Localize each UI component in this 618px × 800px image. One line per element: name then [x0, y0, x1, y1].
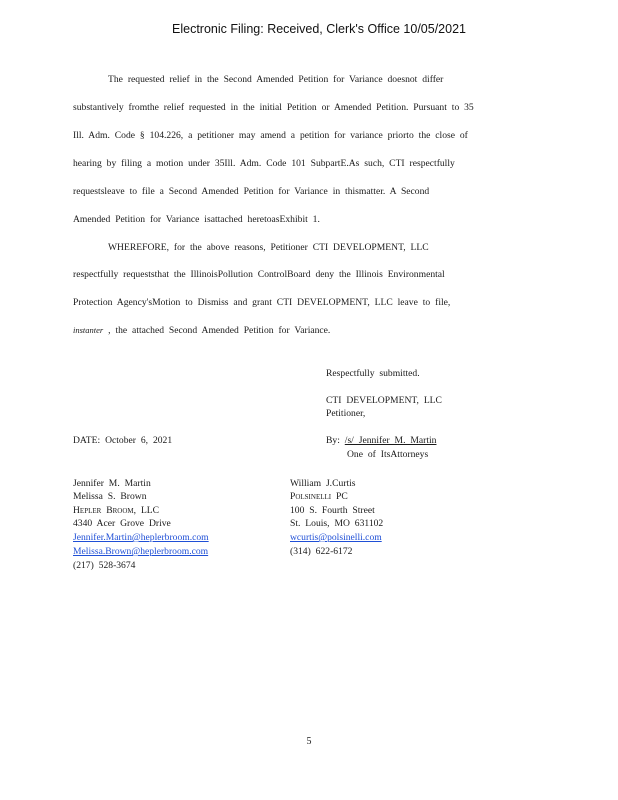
body-line: The requested relief in the Second Amended Petition for Variance doesnot differ	[108, 74, 444, 85]
counsel-name: Melissa S. Brown	[73, 491, 147, 502]
counsel-name: Jennifer M. Martin	[73, 478, 151, 489]
firm-name-part: Broom	[106, 505, 134, 516]
firm-city: St. Louis, MO 631102	[290, 518, 384, 529]
filing-header-text: Electronic Filing: Received, Clerk's Office 10/05/2021	[172, 22, 466, 36]
closing-text: Respectfully submitted.	[326, 368, 420, 379]
body-line: Protection Agency'sMotion to Dismiss and grant CTI DEVELOPMENT, LLC leave to file,	[73, 297, 451, 308]
body-line: hearing by filing a motion under 35Ill. Adm. Code 101 SubpartE.As such, CTI respectfully	[73, 158, 455, 169]
party-role: Petitioner,	[326, 408, 366, 419]
party-name: CTI DEVELOPMENT, LLC	[326, 395, 442, 406]
phone-number: (217) 528-3674	[73, 560, 136, 571]
signer-name: /s/ Jennifer M. Martin	[344, 435, 437, 446]
body-line: Ill. Adm. Code § 104.226, a petitioner may amend a petition for variance priorto the close of	[73, 130, 468, 141]
firm-name-part: Hepler	[73, 505, 102, 516]
body-line: Amended Petition for Variance isattached heretoasExhibit 1.	[73, 214, 320, 225]
firm-name	[73, 505, 159, 516]
counsel-name: William J.Curtis	[290, 478, 356, 489]
body-line: substantively fromthe relief requested in the initial Petition or Amended Petition. Pursuant to 35	[73, 102, 474, 113]
page-number: 5	[306, 736, 312, 747]
firm-name-part: PC	[336, 491, 348, 502]
body-line: respectfully requeststhat the IllinoisPollution ControlBoard deny the Illinois Environmental	[73, 269, 445, 280]
filing-date: DATE: October 6, 2021	[73, 435, 173, 446]
firm-name-part: Polsinelli	[290, 491, 332, 502]
firm-address: 4340 Acer Grove Drive	[73, 518, 171, 529]
body-line: WHEREFORE, for the above reasons, Petitioner CTI DEVELOPMENT, LLC	[108, 242, 429, 253]
body-line-rest: , the attached Second Amended Petition for Variance.	[108, 325, 331, 336]
email-link[interactable]: Melissa.Brown@heplerbroom.com	[73, 546, 209, 557]
signature-line	[326, 435, 450, 446]
email-link[interactable]: wcurtis@polsinelli.com	[290, 532, 382, 543]
instanter-italic: instanter	[73, 325, 104, 335]
body-line: requestsleave to file a Second Amended Petition for Variance in thismatter. A Second	[73, 186, 430, 197]
email-link[interactable]: Jennifer.Martin@heplerbroom.com	[73, 532, 209, 543]
by-label: By:	[326, 435, 340, 446]
firm-street: 100 S. Fourth Street	[290, 505, 375, 516]
body-line-last	[73, 325, 330, 336]
signer-role: One of ItsAttorneys	[347, 449, 429, 460]
firm-name-suffix: , LLC	[133, 505, 160, 516]
firm-name	[290, 491, 348, 502]
filing-header	[0, 22, 618, 36]
phone-number: (314) 622-6172	[290, 546, 353, 557]
